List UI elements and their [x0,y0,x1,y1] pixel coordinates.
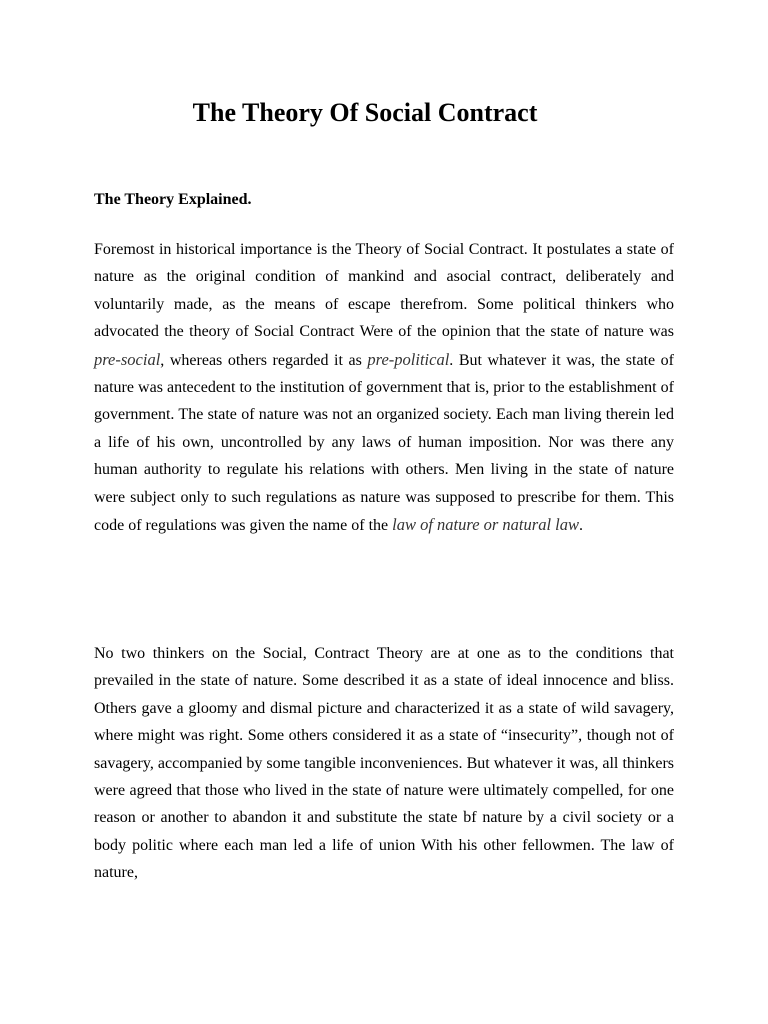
paragraph-1-text-a: Foremost in historical importance is the Theory of Social Contract. It postulates a state of nature as the original condition of mankind and asocial contract, deliberately and voluntarily made, as the means of escape therefrom. Some political thinkers who advocated the theory of Social Contract Were of the opinion that the state of nature was [94,241,674,341]
section-heading: The Theory Explained. [94,191,252,208]
paragraph-1-text-d: . [579,517,583,535]
paragraph-2: No two thinkers on the Social, Contract Theory are at one as to the conditions that prevailed in the state of nature. Some described it as a state of ideal innocence and bliss. Others gave a gloomy and dismal picture and characterized it as a state of wild savagery, where might was right. Some others considered it as a state of “insecurity”, though not of savagery, accompanied by some tangible inconveniences. But whatever it was, all thinkers were agreed that those who lived in the state of nature were ultimately compelled, for one reason or another to abandon it and substitute the state bf nature by a civil society or a body politic where each man led a life of union With his other fellowmen. The law of nature, [94,645,674,882]
paragraph-1 [94,236,674,539]
document-title: The Theory Of Social Contract [192,98,538,127]
paragraph-1-text-b: , whereas others regarded it as [160,351,368,369]
emphasis-pre-social: pre-social [94,349,161,369]
paragraph-1-text-c: . But whatever it was, the state of nature was antecedent to the institution of government that is, prior to the establishment of government. The state of nature was not an organized society. Each man living therein led a life of his own, uncontrolled by any laws of human imposition. Nor was there any human authority to regulate his relations with others. Men living in the state of nature were subject only to such regulations as nature was supposed to prescribe for them. This code of regulations was given the name of the [94,351,675,535]
emphasis-pre-political: pre-political [367,349,450,369]
emphasis-law-of-nature: law of nature or natural law [392,515,579,535]
